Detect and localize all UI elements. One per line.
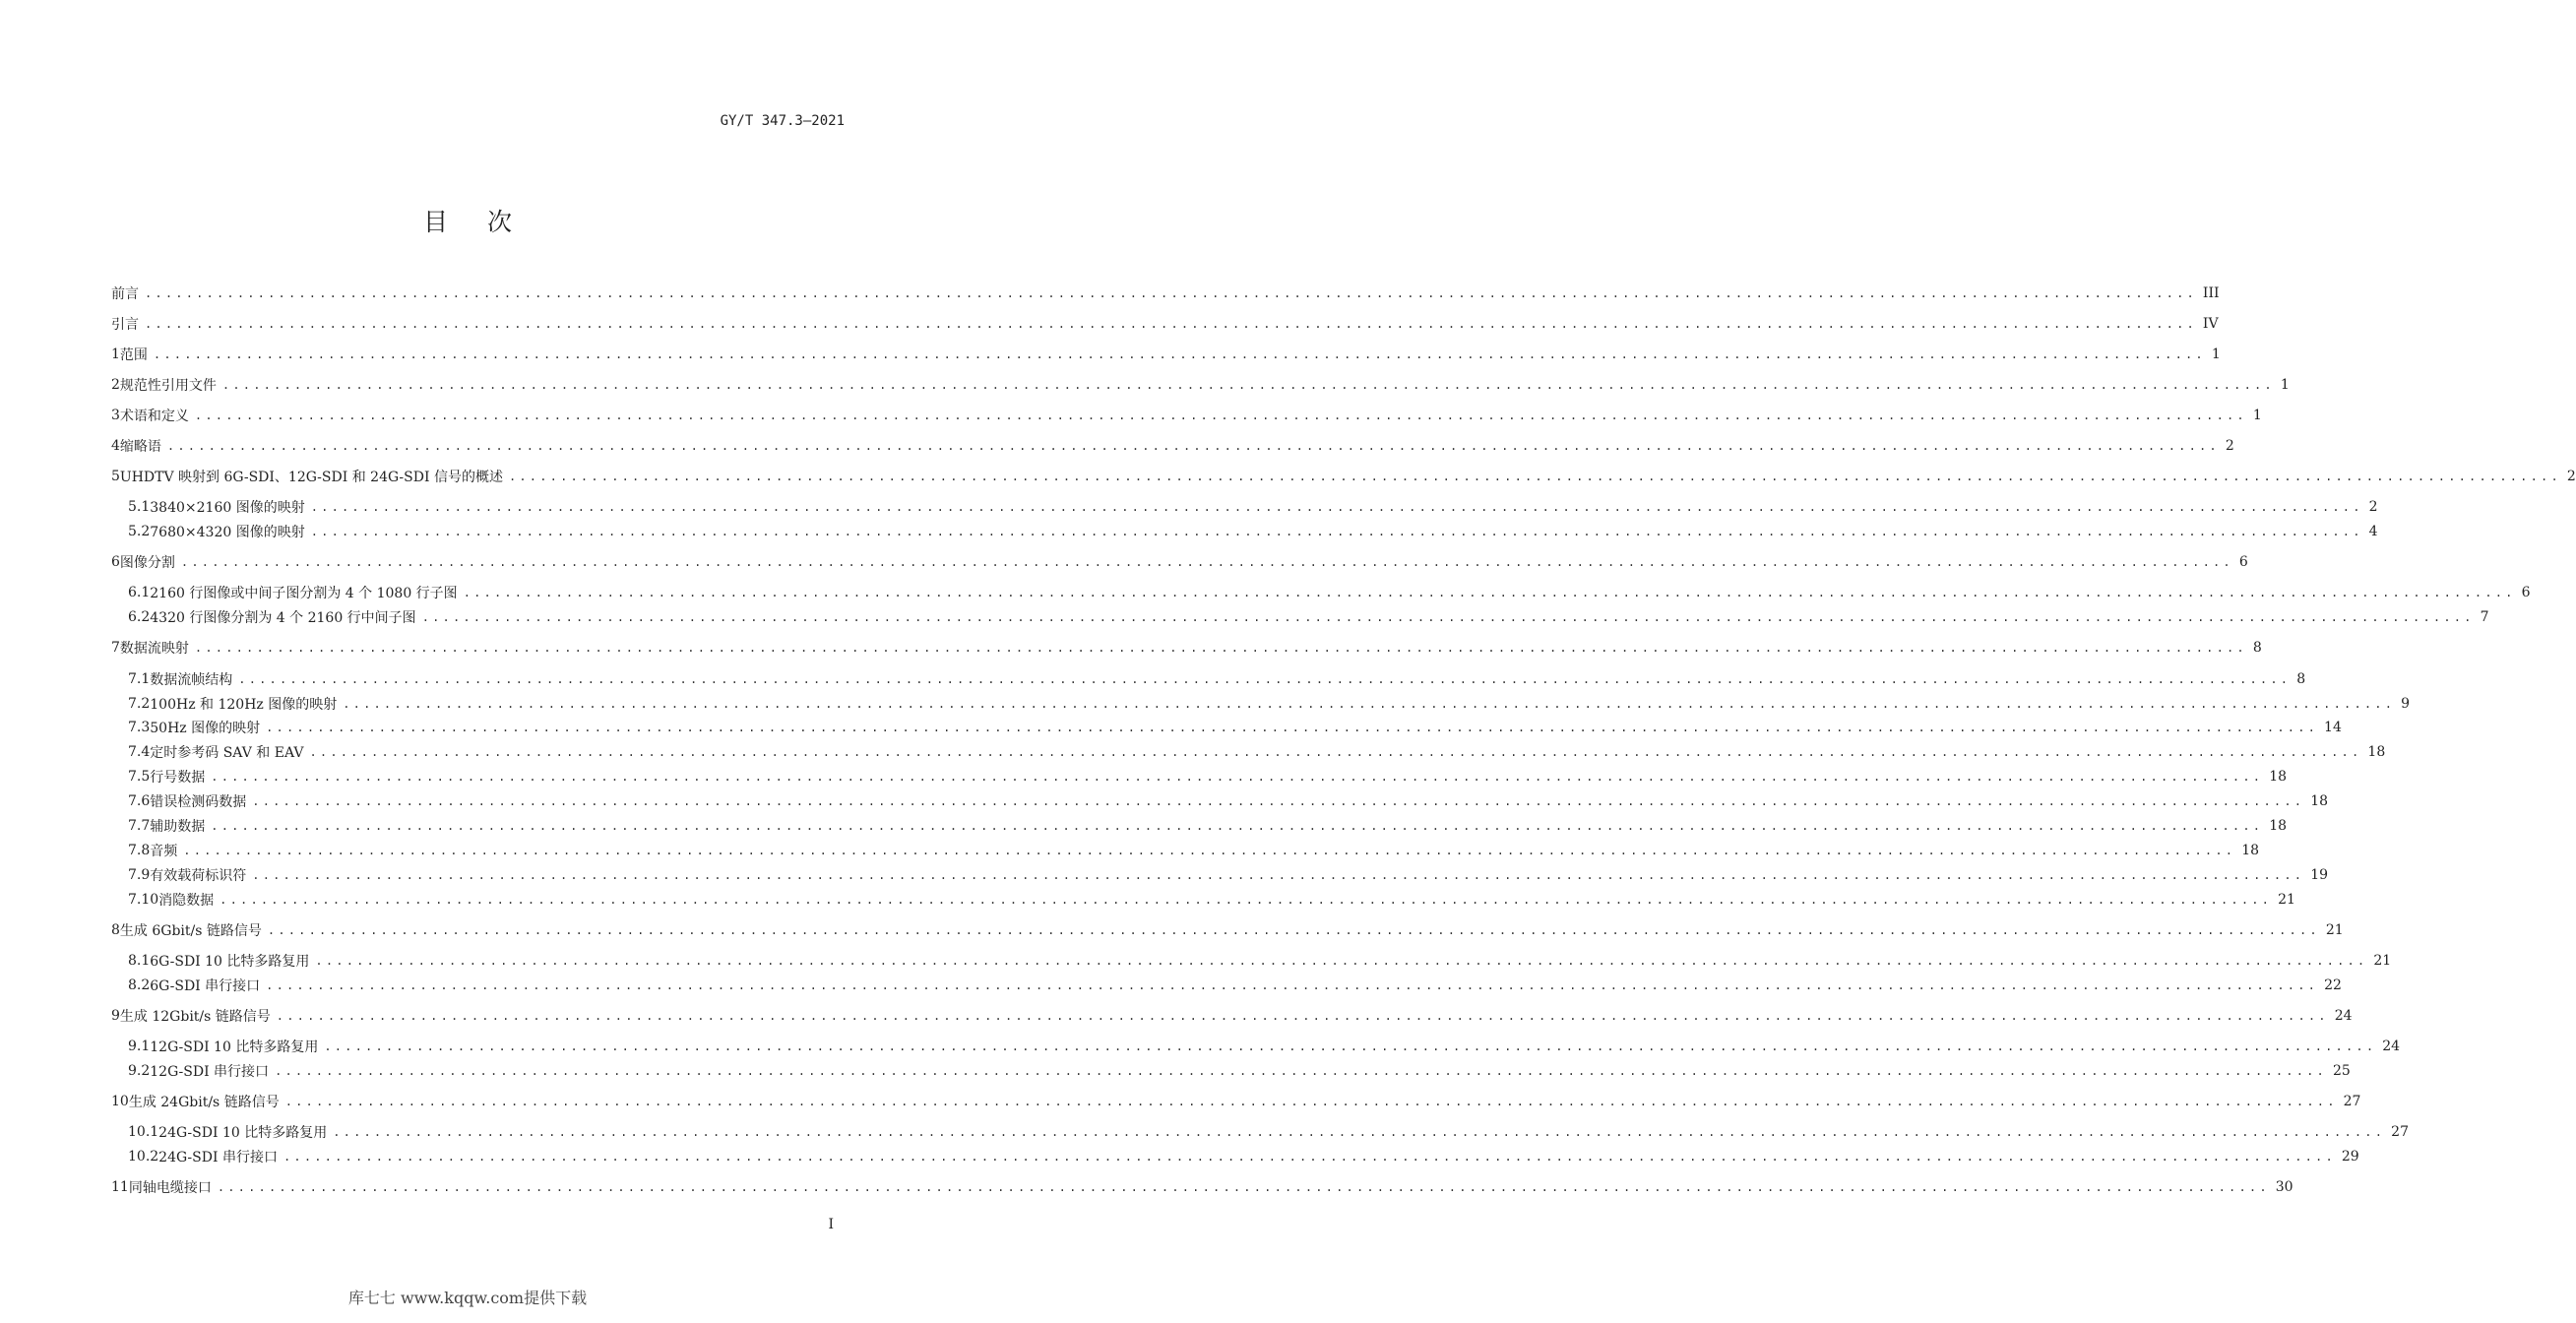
toc-entry-number: 5 — [111, 469, 120, 484]
dot-leader: ........................................................................................................................................................................................................ — [145, 286, 2197, 300]
toc-entry-title: 7680×4320 图像的映射 — [150, 525, 305, 540]
toc-entry-title: 生成 6Gbit/s 链路信号 — [119, 923, 262, 939]
dot-leader: ........................................................................................................................................................................................................ — [194, 641, 2247, 655]
toc-entry[interactable] — [128, 951, 2392, 971]
toc-entry-number: 5.1 — [128, 499, 151, 515]
toc-entry-page: 8 — [2252, 640, 2262, 656]
page-title: 目次 — [422, 208, 551, 236]
toc-entry-number: 8.2 — [128, 977, 151, 993]
toc-entry-page: 2 — [2225, 438, 2234, 454]
toc-entry-page: 18 — [2241, 843, 2260, 858]
dot-leader: ........................................................................................................................................................................................................ — [166, 439, 2220, 453]
toc-entry-title: 辅助数据 — [150, 819, 206, 835]
toc-entry-title: 有效载荷标识符 — [150, 868, 247, 884]
toc-entry-title: 同轴电缆接口 — [128, 1180, 212, 1196]
toc-entry-number: 7 — [111, 640, 120, 656]
toc-entry-number: 7.6 — [128, 793, 151, 809]
toc-entry-number: 11 — [111, 1179, 129, 1195]
toc-entry-page: 18 — [2367, 744, 2386, 760]
toc-entry-page: 2 — [2566, 469, 2576, 484]
toc-entry-number: 6.1 — [128, 585, 151, 600]
toc-entry-number: 4 — [111, 438, 120, 454]
dot-leader: ........................................................................................................................................................................................................ — [220, 893, 2273, 907]
toc-entry-title: 术语和定义 — [119, 409, 189, 424]
dot-leader: ........................................................................................................................................................................................................ — [211, 770, 2264, 784]
toc-entry-number: 10.1 — [128, 1124, 159, 1140]
dot-leader: ........................................................................................................................................................................................................ — [221, 378, 2275, 392]
toc-entry-title: 引言 — [111, 317, 139, 333]
toc-entry[interactable] — [111, 436, 2234, 456]
toc-entry-number: 9 — [111, 1008, 120, 1024]
dot-leader: ........................................................................................................................................................................................................ — [315, 954, 2368, 968]
toc-entry-title: 4320 行图像分割为 4 个 2160 行中间子图 — [150, 610, 416, 626]
toc-entry-number: 3 — [111, 408, 120, 423]
dot-leader: ........................................................................................................................................................................................................ — [508, 470, 2561, 483]
dot-leader: ........................................................................................................................................................................................................ — [266, 978, 2319, 992]
toc-entry-number: 5.2 — [128, 524, 151, 539]
toc-entry-page: IV — [2202, 316, 2219, 332]
toc-entry-page: 24 — [2334, 1008, 2353, 1024]
toc-entry-page: 1 — [2252, 408, 2262, 423]
toc-entry[interactable] — [128, 607, 2489, 627]
toc-entry[interactable] — [111, 467, 2576, 486]
toc-entry[interactable] — [111, 1177, 2293, 1197]
dot-leader: ........................................................................................................................................................................................................ — [180, 555, 2233, 569]
dot-leader: ........................................................................................................................................................................................................ — [252, 794, 2305, 808]
dot-leader: ........................................................................................................................................................................................................ — [309, 745, 2362, 759]
dot-leader: ........................................................................................................................................................................................................ — [145, 317, 2197, 331]
toc-entry[interactable] — [128, 583, 2531, 602]
toc-entry-page: III — [2202, 285, 2220, 301]
toc-entry[interactable] — [111, 284, 2220, 303]
dot-leader: ........................................................................................................................................................................................................ — [183, 844, 2236, 857]
toc-entry-title: 24G-SDI 串行接口 — [158, 1150, 278, 1166]
toc-entry-page: 18 — [2269, 818, 2288, 834]
toc-entry-page: 8 — [2296, 671, 2306, 687]
dot-leader: ........................................................................................................................................................................................................ — [276, 1009, 2329, 1023]
toc-entry-number: 7.8 — [128, 843, 151, 858]
dot-leader: ........................................................................................................................................................................................................ — [333, 1125, 2386, 1139]
toc-entry-page: 4 — [2368, 524, 2378, 539]
toc-entry-page: 19 — [2310, 867, 2329, 883]
toc-entry-page: 21 — [2373, 953, 2392, 969]
page-number: I — [828, 1217, 834, 1232]
toc-entry[interactable] — [128, 791, 2329, 811]
toc-entry[interactable] — [128, 890, 2295, 910]
toc-entry-title: UHDTV 映射到 6G-SDI、12G-SDI 和 24G-SDI 信号的概述 — [119, 470, 503, 485]
toc-entry-number: 7.2 — [128, 696, 151, 712]
toc-entry-title: 生成 12Gbit/s 链路信号 — [119, 1009, 271, 1025]
dot-leader: ........................................................................................................................................................................................................ — [343, 697, 2396, 711]
dot-leader: ........................................................................................................................................................................................................ — [310, 525, 2363, 538]
toc-entry-number: 7.1 — [128, 671, 151, 687]
toc-entry-page: 29 — [2341, 1149, 2359, 1165]
toc-entry-page: 30 — [2275, 1179, 2293, 1195]
toc-entry-page: 25 — [2332, 1063, 2351, 1079]
toc-entry-page: 9 — [2401, 696, 2411, 712]
toc-entry-page: 27 — [2391, 1124, 2409, 1140]
toc-entry-number: 9.2 — [128, 1063, 151, 1079]
toc-entry-number: 7.10 — [128, 892, 159, 908]
toc-entry-page: 21 — [2278, 892, 2295, 908]
toc-entry-number: 10 — [111, 1094, 129, 1109]
standard-number: GY/T 347.3—2021 — [720, 113, 845, 129]
toc-entry-title: 生成 24Gbit/s 链路信号 — [128, 1095, 280, 1110]
toc-entry[interactable] — [111, 638, 2262, 658]
toc-entry-title: 范围 — [119, 347, 148, 363]
dot-leader: ........................................................................................................................................................................................................ — [421, 610, 2475, 624]
toc-entry-number: 7.9 — [128, 867, 151, 883]
toc-entry-title: 消隐数据 — [158, 893, 215, 909]
toc-entry-title: 3840×2160 图像的映射 — [150, 500, 305, 516]
toc-entry[interactable] — [128, 522, 2378, 541]
toc-entry-title: 100Hz 和 120Hz 图像的映射 — [150, 697, 338, 713]
toc-entry-page: 1 — [2280, 377, 2290, 393]
toc-entry-page: 6 — [2521, 585, 2531, 600]
toc-entry-title: 12G-SDI 10 比特多路复用 — [150, 1040, 319, 1055]
dot-leader: ........................................................................................................................................................................................................ — [275, 1064, 2327, 1078]
toc-entry-title: 数据流映射 — [119, 641, 189, 657]
dot-leader: ........................................................................................................................................................................................................ — [324, 1040, 2377, 1053]
toc-entry-title: 2160 行图像或中间子图分割为 4 个 1080 行子图 — [150, 586, 458, 601]
toc-entry-title: 24G-SDI 10 比特多路复用 — [158, 1125, 328, 1141]
toc-entry-number: 6 — [111, 554, 120, 570]
toc-entry-title: 错误检测码数据 — [150, 794, 247, 810]
toc-entry[interactable] — [128, 816, 2288, 836]
dot-leader: ........................................................................................................................................................................................................ — [238, 672, 2292, 686]
toc-entry-number: 7.4 — [128, 744, 151, 760]
toc-entry-page: 18 — [2310, 793, 2329, 809]
dot-leader: ........................................................................................................................................................................................................ — [266, 721, 2319, 734]
dot-leader: ........................................................................................................................................................................................................ — [211, 819, 2264, 833]
dot-leader: ........................................................................................................................................................................................................ — [310, 500, 2363, 514]
toc-entry-number: 7.5 — [128, 769, 151, 785]
toc-entry-title: 50Hz 图像的映射 — [150, 721, 261, 736]
toc-entry[interactable] — [128, 718, 2342, 737]
toc-entry-number: 2 — [111, 377, 120, 393]
dot-leader: ........................................................................................................................................................................................................ — [153, 347, 2206, 361]
toc-entry[interactable] — [128, 865, 2329, 885]
toc-entry-page: 2 — [2368, 499, 2378, 515]
toc-entry-title: 缩略语 — [119, 439, 161, 455]
toc-entry-number: 8 — [111, 922, 120, 938]
toc-entry[interactable] — [111, 345, 2221, 364]
toc-entry-title: 规范性引用文件 — [119, 378, 217, 394]
toc-entry-number: 9.1 — [128, 1039, 151, 1054]
toc-entry-number: 7.7 — [128, 818, 151, 834]
toc-entry-number: 10.2 — [128, 1149, 159, 1165]
toc-entry[interactable] — [128, 1037, 2401, 1056]
toc-entry[interactable] — [128, 841, 2260, 860]
toc-entry-title: 数据流帧结构 — [150, 672, 233, 688]
dot-leader: ........................................................................................................................................................................................................ — [284, 1095, 2338, 1108]
toc-entry[interactable] — [128, 767, 2288, 787]
toc-entry[interactable] — [111, 375, 2290, 395]
toc-entry-page: 6 — [2238, 554, 2248, 570]
toc-entry-number: 6.2 — [128, 609, 151, 625]
dot-leader: ........................................................................................................................................................................................................ — [194, 409, 2247, 422]
dot-leader: ........................................................................................................................................................................................................ — [283, 1150, 2336, 1164]
toc-entry-page: 18 — [2269, 769, 2288, 785]
toc-entry-number: 7.3 — [128, 720, 151, 735]
toc-entry-page: 27 — [2343, 1094, 2361, 1109]
toc-entry[interactable] — [128, 497, 2378, 517]
toc-entry[interactable] — [111, 552, 2248, 572]
toc-entry[interactable] — [111, 1092, 2361, 1111]
dot-leader: ........................................................................................................................................................................................................ — [463, 586, 2516, 599]
toc-entry[interactable] — [128, 1147, 2359, 1166]
toc-entry[interactable] — [128, 669, 2306, 689]
toc-entry-title: 行号数据 — [150, 770, 206, 786]
toc-entry-title: 定时参考码 SAV 和 EAV — [150, 745, 304, 761]
toc-entry-title: 图像分割 — [119, 555, 175, 571]
toc-entry-number: 8.1 — [128, 953, 151, 969]
toc-entry-title: 6G-SDI 10 比特多路复用 — [150, 954, 310, 970]
toc-entry[interactable] — [128, 742, 2386, 762]
toc-entry[interactable] — [128, 976, 2342, 995]
toc-entry-page: 7 — [2480, 609, 2489, 625]
toc-entry-page: 22 — [2324, 977, 2342, 993]
toc-entry[interactable] — [111, 920, 2344, 940]
toc-entry[interactable] — [128, 1122, 2409, 1142]
toc-entry[interactable] — [111, 1006, 2353, 1026]
dot-leader: ........................................................................................................................................................................................................ — [217, 1180, 2270, 1194]
toc-entry-page: 1 — [2211, 346, 2221, 362]
toc-entry[interactable] — [128, 694, 2411, 714]
toc-entry-title: 前言 — [111, 286, 139, 302]
toc-entry-title: 12G-SDI 串行接口 — [150, 1064, 270, 1080]
toc-entry-number: 1 — [111, 346, 120, 362]
toc-entry[interactable] — [111, 314, 2219, 334]
dot-leader: ........................................................................................................................................................................................................ — [267, 923, 2320, 937]
dot-leader: ........................................................................................................................................................................................................ — [252, 868, 2305, 882]
toc-entry[interactable] — [111, 406, 2262, 425]
toc-entry-title: 音频 — [150, 844, 178, 859]
watermark-footer: 库七七 www.kqqw.com提供下载 — [347, 1289, 588, 1307]
toc-entry-page: 14 — [2324, 720, 2342, 735]
toc-entry-page: 24 — [2382, 1039, 2401, 1054]
toc-entry[interactable] — [128, 1061, 2351, 1081]
toc-entry-page: 21 — [2325, 922, 2344, 938]
toc-entry-title: 6G-SDI 串行接口 — [150, 978, 261, 994]
